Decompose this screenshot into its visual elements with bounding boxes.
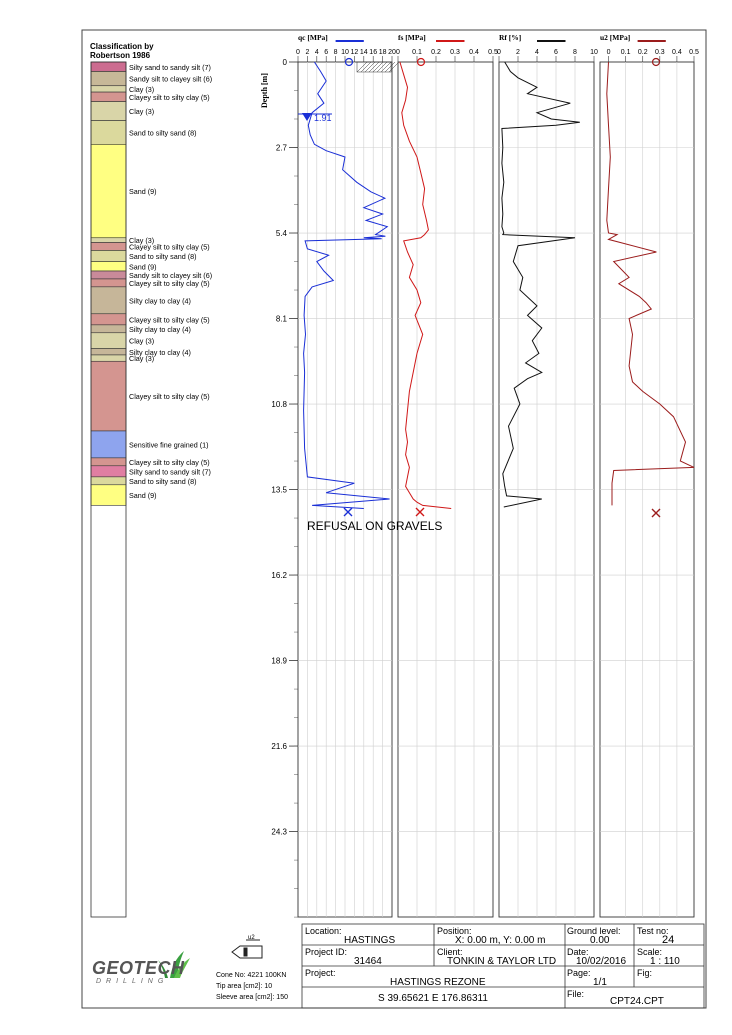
soil-layer-9	[91, 250, 126, 261]
soil-layer-label: Sandy silt to clayey silt (6)	[129, 74, 213, 84]
x-tick-label: 2	[516, 49, 520, 56]
x-tick-label: 0.2	[431, 49, 441, 56]
soil-layer-14	[91, 314, 126, 325]
soil-layer-6	[91, 144, 126, 237]
x-tick-label: 20	[388, 49, 396, 56]
panel-title: u2 [MPa]	[600, 33, 631, 42]
coordinates-value: S 39.65621 E 176.86311	[378, 993, 488, 1004]
classification-title-2: Robertson 1986	[90, 51, 151, 60]
x-tick-label: 14	[359, 49, 368, 56]
hatch-line	[389, 62, 399, 72]
x-tick-label: 8	[333, 49, 338, 56]
ground-level-value: 0.00	[590, 935, 610, 946]
soil-layer-label: Silty clay to clay (4)	[129, 296, 191, 306]
hatch-line	[373, 62, 383, 72]
fig-label: Fig:	[637, 968, 653, 978]
classification-column	[91, 62, 212, 505]
depth-tick-label: 16.2	[271, 571, 287, 581]
soil-layer-24	[91, 485, 126, 506]
ground-level-label: Ground level:	[567, 926, 621, 936]
x-tick-label: 2	[305, 49, 310, 56]
scale-label: Scale:	[637, 947, 663, 957]
test-no-value: 24	[662, 934, 675, 946]
panel-0	[296, 33, 399, 917]
soil-layer-label: Silty clay to clay (4)	[129, 347, 191, 357]
hatch-line	[361, 62, 371, 72]
x-tick-label: 0.5	[689, 49, 699, 56]
plot-panels	[296, 33, 699, 917]
x-tick-label: 10	[341, 49, 349, 56]
soil-layer-17	[91, 349, 126, 355]
file-value: CPT24.CPT	[610, 996, 664, 1007]
soil-layer-label: Clayey silt to silty clay (5)	[129, 242, 210, 252]
hatch-line	[369, 62, 379, 72]
depth-axis	[271, 58, 298, 917]
x-tick-label: 0	[497, 49, 501, 56]
soil-layer-10	[91, 262, 126, 272]
project-label: Project:	[305, 968, 336, 978]
x-tick-label: 10	[590, 49, 598, 56]
soil-layer-label: Silty clay to clay (4)	[129, 324, 191, 334]
location-label: Location:	[305, 926, 342, 936]
x-tick-label: 0.1	[620, 49, 631, 56]
depth-tick-label: 13.5	[271, 485, 287, 495]
soil-layer-11	[91, 271, 126, 279]
soil-layer-label: Clayey silt to silty clay (5)	[129, 392, 210, 402]
depth-tick-label: 24.3	[271, 827, 287, 837]
depth-tick-label: 0	[282, 58, 287, 67]
panel-1	[396, 33, 498, 917]
hatch-line	[385, 62, 395, 72]
soil-layer-4	[91, 102, 126, 121]
u2-end-cross	[652, 509, 660, 517]
qc-hatch-box	[357, 62, 399, 72]
soil-layer-label: Sand (9)	[129, 262, 157, 272]
test-no-label: Test no:	[637, 926, 669, 936]
soil-layer-label: Sandy silt to clayey silt (6)	[129, 270, 213, 280]
hatch-line	[377, 62, 387, 72]
client-label: Client:	[437, 947, 463, 957]
date-value: 10/02/2016	[576, 956, 627, 967]
date-label: Date:	[567, 947, 589, 957]
soil-layer-16	[91, 333, 126, 349]
soil-layer-3	[91, 92, 126, 102]
panel-3	[600, 33, 699, 917]
scale-value: 1 : 110	[650, 956, 680, 967]
depth-tick-label: 2.7	[275, 143, 287, 153]
cone-icon	[232, 940, 262, 958]
location-value: HASTINGS	[344, 935, 396, 946]
soil-layer-label: Clay (3)	[129, 107, 155, 117]
project-id-value: 31464	[354, 956, 382, 967]
soil-layer-label: Clay (3)	[129, 336, 155, 346]
depth-tick-label: 5.4	[275, 229, 287, 239]
project-id-label: Project ID:	[305, 947, 348, 957]
depth-tick-label: 10.8	[271, 400, 287, 410]
soil-layer-22	[91, 466, 126, 477]
tip-area: Tip area [cm2]: 10	[216, 983, 273, 990]
soil-layer-5	[91, 121, 126, 145]
file-label: File:	[567, 989, 585, 999]
x-tick-label: 0.5	[488, 49, 498, 56]
x-tick-label: 4	[535, 49, 539, 56]
soil-layer-18	[91, 355, 126, 361]
soil-layer-19	[91, 361, 126, 431]
series-line	[607, 62, 694, 505]
company-logo-text: GEOTECH	[92, 958, 185, 978]
x-tick-label: 12	[350, 49, 359, 56]
soil-layer-8	[91, 243, 126, 251]
soil-layer-label: Clayey silt to silty clay (5)	[129, 457, 210, 467]
position-value: X: 0.00 m, Y: 0.00 m	[455, 935, 546, 946]
soil-layer-0	[91, 62, 126, 72]
x-tick-label: 0.4	[672, 49, 682, 56]
x-tick-label: 0	[606, 49, 611, 56]
water-level-value: 1.91	[314, 113, 332, 123]
soil-layer-label: Sand to silty sand (8)	[129, 128, 197, 138]
soil-layer-label: Sand (9)	[129, 491, 157, 501]
x-tick-label: 4	[314, 49, 319, 56]
soil-layer-label: Sand to silty sand (8)	[129, 476, 197, 486]
soil-layer-13	[91, 287, 126, 314]
cone-u2-label: u2	[248, 935, 255, 941]
x-tick-label: 0.3	[654, 49, 665, 56]
soil-layer-label: Silty sand to sandy silt (7)	[129, 62, 211, 72]
depth-tick-label: 18.9	[271, 656, 287, 666]
series-line	[400, 62, 451, 509]
x-tick-label: 6	[554, 49, 558, 56]
depth-tick-label: 8.1	[275, 314, 287, 324]
soil-layer-23	[91, 477, 126, 485]
panel-2	[497, 33, 598, 917]
x-tick-label: 8	[573, 49, 577, 56]
classification-title-1: Classification by	[90, 42, 154, 51]
cone-number: Cone No: 4221 100KN	[216, 972, 287, 979]
soil-layer-label: Sensitive fine grained (1)	[129, 440, 209, 450]
depth-axis-label: Depth [m]	[260, 73, 269, 108]
x-tick-label: 6	[324, 49, 329, 56]
panel-title: qc [MPa]	[298, 33, 328, 42]
x-tick-label: 16	[369, 49, 378, 56]
sleeve-area: Sleeve area [cm2]: 150	[216, 994, 288, 1001]
depth-tick-label: 21.6	[271, 742, 287, 752]
x-tick-label: 0.1	[412, 49, 422, 56]
soil-layer-2	[91, 86, 126, 92]
x-tick-label: 0.2	[637, 49, 648, 56]
page-label: Page:	[567, 968, 591, 978]
soil-layer-label: Sand to silty sand (8)	[129, 251, 197, 261]
position-label: Position:	[437, 926, 472, 936]
panel-title: fs [MPa]	[398, 33, 426, 42]
soil-layer-label: Clay (3)	[129, 236, 155, 246]
x-tick-label: 0	[296, 49, 300, 56]
page-value: 1/1	[593, 977, 607, 988]
water-level-marker	[298, 113, 332, 123]
project-value: HASTINGS REZONE	[390, 977, 486, 988]
x-tick-label: 0.3	[450, 49, 460, 56]
soil-layer-1	[91, 72, 126, 86]
soil-layer-label: Sand (9)	[129, 187, 157, 197]
soil-layer-label: Silty sand to sandy silt (7)	[129, 467, 211, 477]
x-tick-label: 0.4	[469, 49, 479, 56]
soil-layer-label: Clayey silt to silty clay (5)	[129, 92, 210, 102]
soil-layer-label: Clayey silt to silty clay (5)	[129, 278, 210, 288]
series-line	[502, 62, 580, 507]
company-logo-subtext: DRILLING	[96, 978, 169, 985]
panel-title: Rf [%]	[499, 33, 522, 42]
hatch-line	[357, 62, 367, 72]
soil-layer-7	[91, 238, 126, 243]
soil-layer-20	[91, 431, 126, 458]
x-tick-label: 0	[396, 49, 400, 56]
soil-layer-15	[91, 325, 126, 333]
soil-layer-label: Clay (3)	[129, 354, 155, 364]
soil-layer-12	[91, 279, 126, 287]
x-tick-label: 18	[378, 49, 387, 56]
client-value: TONKIN & TAYLOR LTD	[447, 956, 557, 967]
soil-layer-21	[91, 458, 126, 466]
refusal-note: REFUSAL ON GRAVELS	[307, 519, 443, 533]
soil-layer-label: Clay (3)	[129, 84, 155, 94]
soil-layer-label: Clayey silt to silty clay (5)	[129, 315, 210, 325]
